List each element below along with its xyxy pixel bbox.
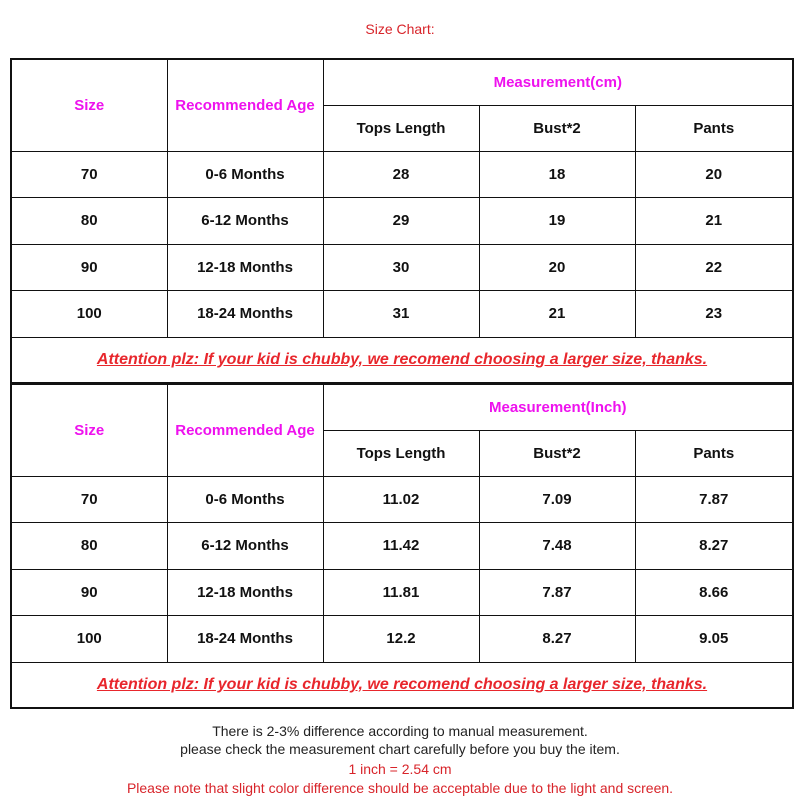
table-row	[11, 476, 793, 523]
pants-cell: 23	[635, 291, 793, 338]
size-cell: 100	[11, 616, 167, 663]
size-table-cm	[10, 58, 794, 384]
chubby-note: Attention plz: If your kid is chubby, we recomend choosing a larger size, thanks.	[11, 337, 793, 383]
pants-cell: 8.66	[635, 569, 793, 616]
measurement-header: Measurement(Inch)	[323, 384, 793, 430]
size-cell: 70	[11, 151, 167, 198]
pants-cell: 8.27	[635, 523, 793, 570]
bust-header: Bust*2	[479, 430, 635, 476]
pants-cell: 21	[635, 198, 793, 245]
table-row	[11, 569, 793, 616]
bust-cell: 7.48	[479, 523, 635, 570]
size-cell: 70	[11, 476, 167, 523]
age-cell: 18-24 Months	[167, 616, 323, 663]
footer-conversion-note: 1 inch = 2.54 cm	[348, 761, 452, 777]
tops-cell: 31	[323, 291, 479, 338]
age-cell: 6-12 Months	[167, 523, 323, 570]
size-cell: 100	[11, 291, 167, 338]
table-row	[11, 616, 793, 663]
table-row	[11, 198, 793, 245]
table-row	[11, 523, 793, 570]
bust-cell: 8.27	[479, 616, 635, 663]
table-row	[11, 151, 793, 198]
bust-cell: 18	[479, 151, 635, 198]
tops-length-header: Tops Length	[323, 430, 479, 476]
pants-cell: 20	[635, 151, 793, 198]
table-row	[11, 244, 793, 291]
footer-color-note: Please note that slight color difference should be acceptable due to the light and screen.	[126, 780, 674, 796]
age-cell: 6-12 Months	[167, 198, 323, 245]
tops-length-header: Tops Length	[323, 105, 479, 151]
table-row	[11, 291, 793, 338]
bust-cell: 7.87	[479, 569, 635, 616]
bust-cell: 7.09	[479, 476, 635, 523]
footer-check-note: please check the measurement chart carefully before you buy the item.	[180, 741, 620, 757]
page-title: Size Chart:	[365, 21, 435, 37]
header-row	[11, 384, 793, 430]
tops-cell: 11.02	[323, 476, 479, 523]
age-cell: 12-18 Months	[167, 569, 323, 616]
size-header: Size	[11, 384, 167, 476]
pants-header: Pants	[635, 430, 793, 476]
age-cell: 12-18 Months	[167, 244, 323, 291]
age-cell: 0-6 Months	[167, 151, 323, 198]
header-row	[11, 59, 793, 105]
age-header: Recommended Age	[167, 384, 323, 476]
bust-cell: 21	[479, 291, 635, 338]
tops-cell: 28	[323, 151, 479, 198]
note-row	[11, 337, 793, 383]
pants-cell: 22	[635, 244, 793, 291]
size-cell: 90	[11, 569, 167, 616]
bust-cell: 20	[479, 244, 635, 291]
age-cell: 0-6 Months	[167, 476, 323, 523]
tops-cell: 11.42	[323, 523, 479, 570]
age-cell: 18-24 Months	[167, 291, 323, 338]
pants-header: Pants	[635, 105, 793, 151]
pants-cell: 9.05	[635, 616, 793, 663]
chubby-note: Attention plz: If your kid is chubby, we recomend choosing a larger size, thanks.	[11, 662, 793, 708]
tops-cell: 12.2	[323, 616, 479, 663]
pants-cell: 7.87	[635, 476, 793, 523]
tops-cell: 30	[323, 244, 479, 291]
bust-header: Bust*2	[479, 105, 635, 151]
size-cell: 90	[11, 244, 167, 291]
footer-difference-note: There is 2-3% difference according to manual measurement.	[212, 723, 588, 739]
size-header: Size	[11, 59, 167, 151]
tops-cell: 29	[323, 198, 479, 245]
size-table-inch	[10, 383, 794, 709]
size-cell: 80	[11, 523, 167, 570]
measurement-header: Measurement(cm)	[323, 59, 793, 105]
size-cell: 80	[11, 198, 167, 245]
bust-cell: 19	[479, 198, 635, 245]
note-row	[11, 662, 793, 708]
age-header: Recommended Age	[167, 59, 323, 151]
tops-cell: 11.81	[323, 569, 479, 616]
